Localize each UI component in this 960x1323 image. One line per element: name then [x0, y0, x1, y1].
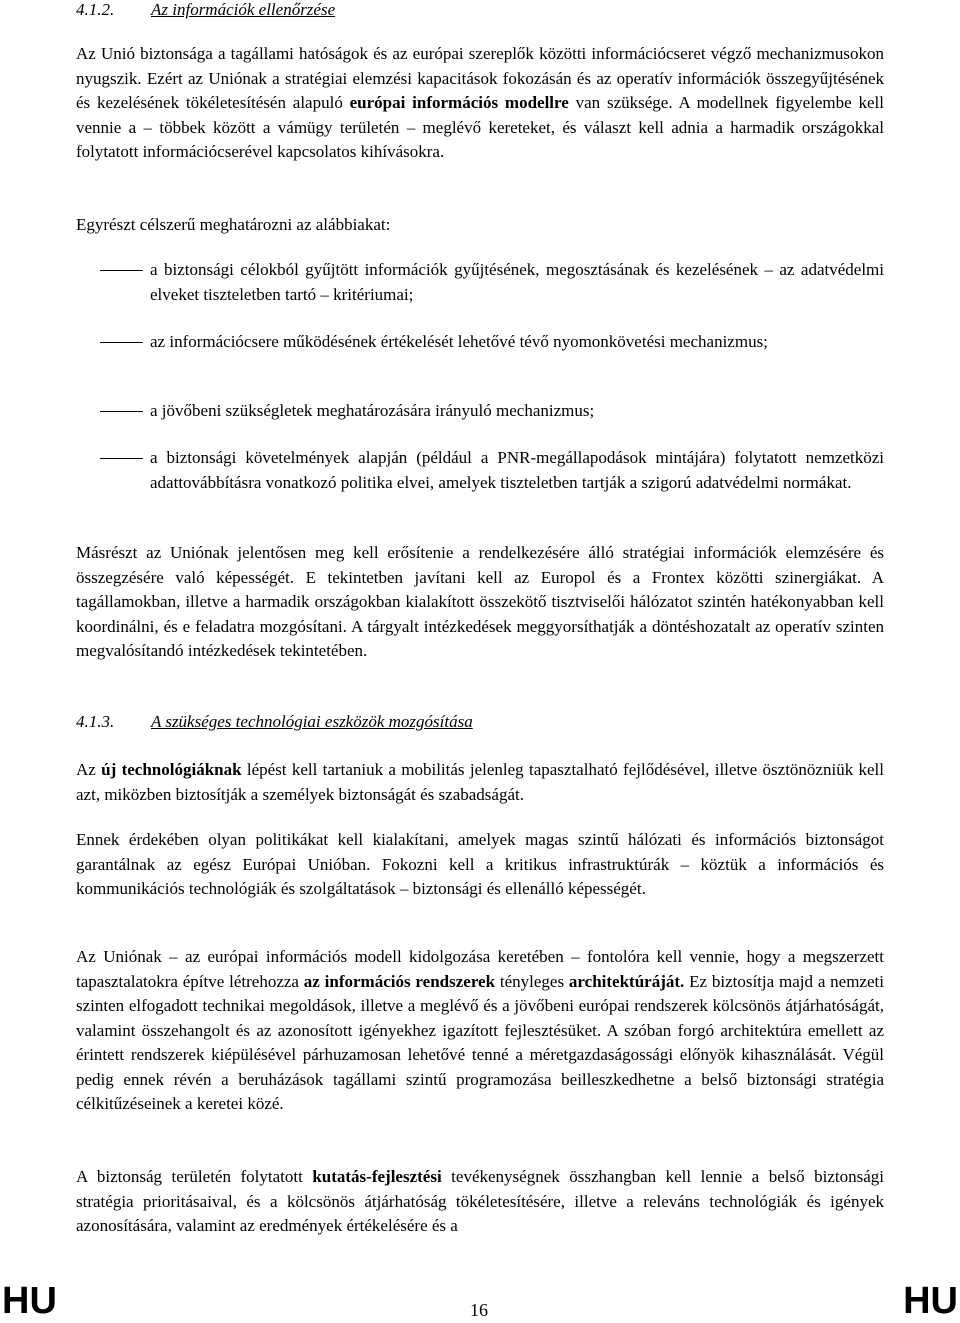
text-span: lépést kell tartaniuk a mobilitás jelenleg tapasztalható fejlődésével, illetve ösztönözniük kell azt, miközben biztosítják a személyek biztonságát és szabadságát. — [76, 760, 885, 804]
footer-language-right: HU — [903, 1280, 958, 1322]
dash-bullet — [100, 411, 143, 412]
paragraph-3 — [76, 541, 884, 664]
text-span: A biztonság területén folytatott — [76, 1167, 313, 1186]
text-span: Az Unió biztonsága a tagállami hatóságok és az európai szereplők közötti információcseret végző mechanizmusokon nyugszik. Ezért az Uniónak a stratégiai elemzési kapacitások fokozásán és az operatív információk összegyűjtésének és kezelésének tökéletesítésén alapuló — [76, 44, 884, 112]
intro-text: Egyrészt célszerű meghatározni az alábbiakat: — [76, 215, 391, 234]
bold-term: európai információs modellre — [349, 93, 569, 112]
dash-bullet — [100, 342, 143, 343]
footer-language-left: HU — [2, 1280, 57, 1322]
text-span: Ez biztosítja majd a nemzeti szinten elfogadott technikai megoldások, illetve a meglévő és a jövőbeni európai rendszerek kölcsönös átjárhatóságát, valamint összehangolt és az azonosított igényekhez igazított fejlesztésüket. A szóban forgó architektúra emellett az érintett rendszerek kiépülésével párhuzamosan lehetővé tenné a méretgazdaságossági előnyök kihasználását. Végül pedig ennek révén a beruházások tagállami szintű programozása beilleszkedhetne a belső biztonsági stratégia célkitűzéseinek a keretei közé. — [76, 971, 884, 1113]
section-number: 4.1.2. — [76, 0, 115, 19]
text-block: Másrészt az Uniónak jelentősen meg kell erősítenie a rendelkezésére álló stratégiai információk elemzésére és összegzésére való képességét. E tekintetben javítani kell az Europol és a Frontex közötti szinergiákat. A tagállamokban, illetve a harmadik országokban kialakított összekötő tisztviselői hálózatot szintén hatékonyabban kell koordinálni, és e feladatra mozgósítani. A tárgyalt intézkedések meggyorsíthatják a döntéshozatalt az operatív szinten megvalósítandó intézkedések tekintetében. — [76, 543, 884, 660]
dash-bullet — [100, 270, 143, 271]
page-number: 16 — [470, 1300, 488, 1320]
section-heading-413 — [76, 710, 473, 735]
section-title: Az információk ellenőrzése — [151, 0, 336, 19]
text-span: Az — [76, 760, 102, 779]
bold-term: új technológiáknak — [101, 760, 242, 779]
text-span: tevékenységnek összhangban kell lennie a belső biztonsági stratégia prioritásaival, és a kölcsönös átjárhatóság tökéletesítésére, illetve a releváns technológiák és igények azonosítására, valamint az eredmények értékelésére és a — [76, 1167, 884, 1235]
list-item — [150, 446, 884, 495]
paragraph-7 — [76, 1165, 884, 1239]
text-span: Az Uniónak – az európai információs modell kidolgozása keretében – fontolóra kell vennie, hogy a megszerzett tapasztalatokra építve létrehozza — [76, 947, 884, 991]
bold-term: architektúráját. — [568, 971, 685, 991]
text-span: tényleges — [495, 971, 569, 991]
text-block: Ennek érdekében olyan politikákat kell kialakítani, amelyek magas szintű hálózati és információs biztonságot garantálnak az egész Európai Unióban. Fokozni kell a kritikus infrastruktúrák – köztük a információs és kommunikációs technológiák és szolgáltatások – biztonsági és ellenálló képességét. — [76, 830, 884, 898]
list-item-text: a biztonsági követelmények alapján (például a PNR-megállapodások mintájára) folytatott nemzetközi adattovábbításra vonatkozó politika elvei, amelyek tiszteletben tartják a szigorú adatvédelmi normákat. — [150, 448, 884, 492]
list-item-text: a jövőbeni szükségletek meghatározására irányuló mechanizmus; — [150, 401, 595, 420]
bold-term: kutatás-fejlesztési — [312, 1167, 442, 1186]
section-number: 4.1.3. — [76, 712, 115, 731]
section-title: A szükséges technológiai eszközök mozgósítása — [151, 712, 473, 731]
paragraph-2 — [76, 213, 884, 238]
list-item — [150, 330, 884, 355]
paragraph-6 — [76, 945, 884, 1117]
list-item — [150, 399, 884, 424]
text-span: van szüksége. A modellnek figyelembe kell vennie a – többek között a vámügy területén – meglévő kereteket, és választ kell adnia a harmadik országokkal folytatott információcserével kapcsolatos kihívásokra. — [76, 93, 884, 161]
paragraph-5 — [76, 828, 884, 902]
paragraph-1 — [76, 42, 884, 165]
bold-term: az információs rendszerek — [303, 971, 496, 991]
list-item-text: az információcsere működésének értékelését lehetővé tévő nyomonkövetési mechanizmus; — [150, 332, 768, 351]
dash-bullet — [100, 458, 143, 459]
list-item-text: a biztonsági célokból gyűjtött információk gyűjtésének, megosztásának és kezelésének – az adatvédelmi elveket tiszteletben tartó – kritériumai; — [150, 260, 884, 304]
list-item — [150, 258, 884, 307]
paragraph-4 — [76, 758, 884, 807]
section-heading-412 — [76, 0, 335, 23]
